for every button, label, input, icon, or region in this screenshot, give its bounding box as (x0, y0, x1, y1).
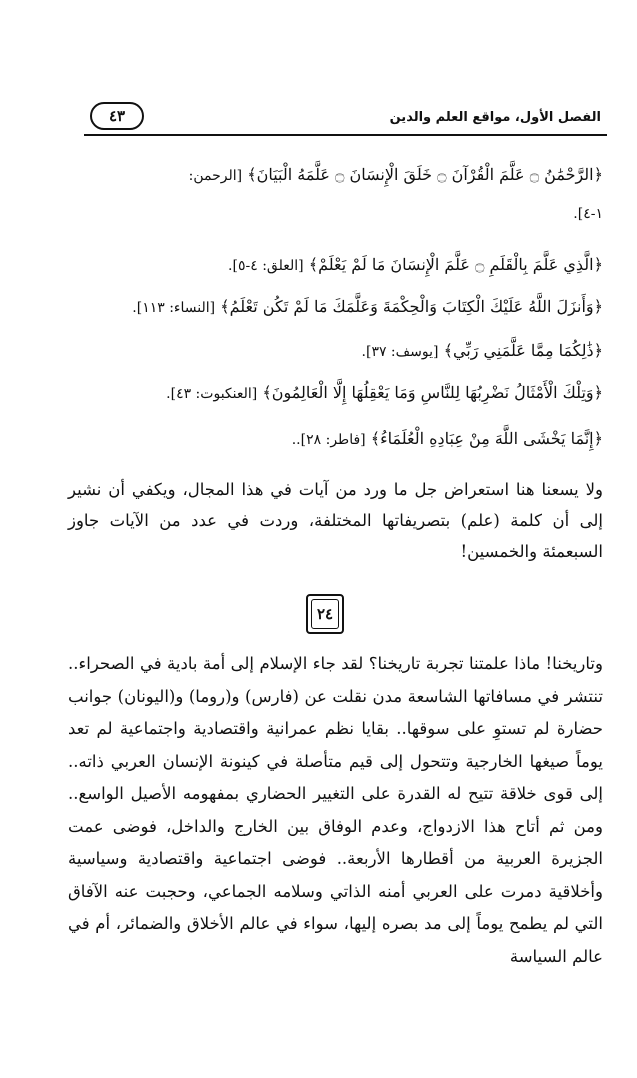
section-marker-box (306, 594, 344, 634)
verse-text: ﴿الرَّحْمَٰنُ ۝ عَلَّمَ الْقُرْآنَ ۝ خَلَقَ الْإِنسَانَ ۝ عَلَّمَهُ الْبَيَانَ﴾ (247, 165, 603, 184)
paragraph-2 (68, 648, 603, 973)
verse-1 (60, 160, 603, 191)
verse-text: ﴿ذَٰلِكُمَا مِمَّا عَلَّمَنِي رَبِّي﴾ (443, 341, 603, 360)
paragraph-text: ولا يسعنا هنا استعراض جل ما ورد من آيات في هذا المجال، ويكفي أن نشير إلى أن كلمة (علم) بتصريفاتها المختلفة، وردت في عدد من الآيات جاوز السبعمئة والخمسين! (68, 480, 603, 561)
verse-text: ﴿وَأَنزَلَ اللَّهُ عَلَيْكَ الْكِتَابَ وَالْحِكْمَةَ وَعَلَّمَكَ مَا لَمْ تَكُن تَعْلَمُ﴾ (220, 297, 603, 316)
verse-2 (60, 250, 603, 281)
verse-reference: [النساء: ١١٣]. (132, 300, 216, 316)
verse-text: ﴿إِنَّمَا يَخْشَى اللَّهَ مِنْ عِبَادِهِ الْعُلَمَاءُ﴾ (370, 429, 603, 448)
verse-reference: [يوسف: ٣٧]. (361, 344, 439, 360)
section-marker: ٢٤ (311, 599, 339, 629)
verse-text: ﴿وَتِلْكَ الْأَمْثَالُ نَضْرِبُهَا لِلنَّاسِ وَمَا يَعْقِلُهَا إِلَّا الْعَالِمُونَ﴾ (262, 383, 603, 402)
paragraph-1 (68, 474, 603, 567)
verse-reference: [الرحمن: (188, 168, 243, 184)
verse-1-continuation: ١-٤]. (573, 206, 603, 222)
page-number: ٤٣ (90, 102, 144, 130)
verse-6 (60, 424, 603, 455)
verse-5 (60, 378, 603, 409)
page-header (84, 98, 607, 136)
chapter-title: الفصل الأول، مواقع العلم والدين (389, 110, 601, 125)
verse-4 (60, 336, 603, 367)
verse-reference: [العنكبوت: ٤٣]. (166, 386, 258, 402)
verse-3 (60, 292, 603, 323)
verse-text: ﴿الَّذِي عَلَّمَ بِالْقَلَمِ ۝ عَلَّمَ الْإِنسَانَ مَا لَمْ يَعْلَمْ﴾ (308, 255, 603, 274)
paragraph-text: وتاريخنا! ماذا علمتنا تجربة تاريخنا؟ لقد جاء الإسلام إلى أمة بادية في الصحراء.. تنتشر في مسافاتها الشاسعة مدن نقلت عن (فارس) و(روما) و(اليونان) جوانب حضارة لم تستوِ على سوقها.. بقايا نظم عمرانية واقتصادية واجتماعية لم تعد يوماً صيغها الخارجية وتتحول إلى قيم متأصلة في كينونة الإنسان العربي ذاته.. إلى قوى خلاقة تتيح له القدرة على التغيير الحضاري بمفهومه الأصيل الواسع.. ومن ثم أتاح هذا الازدواج، وعدم الوفاق بين الخارج والداخل، فوضى عمت الجزيرة العربية من أقطارها الأربعة.. فوضى اجتماعية واقتصادية وسياسية وأخلاقية دمرت على العربي أمنه الذاتي وسلامه الجماعي، وحجبت عنه الآفاق التي لم يطمح يوماً إلى مد بصره إليها، سواء في عالم الأخلاق والضمائر، أم في عالم السياسة (68, 654, 603, 966)
verse-reference: [فاطر: ٢٨].. (291, 432, 366, 448)
verse-reference: [العلق: ٤-٥]. (228, 258, 304, 274)
